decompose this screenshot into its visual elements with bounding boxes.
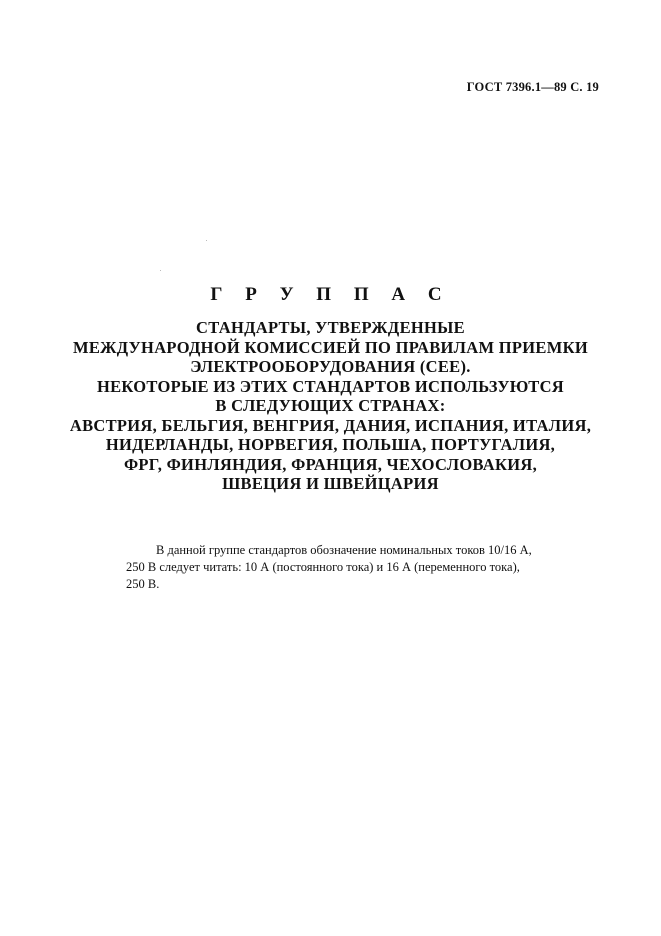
heading-block bbox=[30, 318, 631, 494]
heading-line: ШВЕЦИЯ И ШВЕЙЦАРИЯ bbox=[222, 474, 439, 493]
scan-speck bbox=[160, 270, 161, 271]
note-line: 250 В. bbox=[126, 577, 160, 591]
heading-line: В СЛЕДУЮЩИХ СТРАНАХ: bbox=[215, 396, 446, 415]
heading-line: ЭЛЕКТРООБОРУДОВАНИЯ (СЕЕ). bbox=[190, 357, 471, 376]
note-paragraph bbox=[126, 542, 566, 593]
heading-line: НИДЕРЛАНДЫ, НОРВЕГИЯ, ПОЛЬША, ПОРТУГАЛИЯ, bbox=[105, 435, 556, 454]
note-line: В данной группе стандартов обозначение номинальных токов 10/16 А, bbox=[156, 543, 532, 557]
heading-line: ФРГ, ФИНЛЯНДИЯ, ФРАНЦИЯ, ЧЕХОСЛОВАКИЯ, bbox=[123, 454, 538, 474]
group-title: Г Р У П П А С bbox=[210, 284, 451, 305]
heading-line: НЕКОТОРЫЕ ИЗ ЭТИХ СТАНДАРТОВ ИСПОЛЬЗУЮТСЯ bbox=[96, 376, 565, 396]
page-header-reference: ГОСТ 7396.1—89 С. 19 bbox=[466, 80, 599, 94]
scan-speck bbox=[206, 240, 207, 241]
heading-line: АВСТРИЯ, БЕЛЬГИЯ, ВЕНГРИЯ, ДАНИЯ, ИСПАНИЯ, ИТАЛИЯ, bbox=[69, 415, 592, 435]
heading-line: МЕЖДУНАРОДНОЙ КОМИССИЕЙ ПО ПРАВИЛАМ ПРИЕМКИ bbox=[73, 337, 588, 357]
heading-line: СТАНДАРТЫ, УТВЕРЖДЕННЫЕ bbox=[196, 318, 465, 337]
note-line: 250 В следует читать: 10 А (постоянного тока) и 16 А (переменного тока), bbox=[126, 560, 520, 574]
